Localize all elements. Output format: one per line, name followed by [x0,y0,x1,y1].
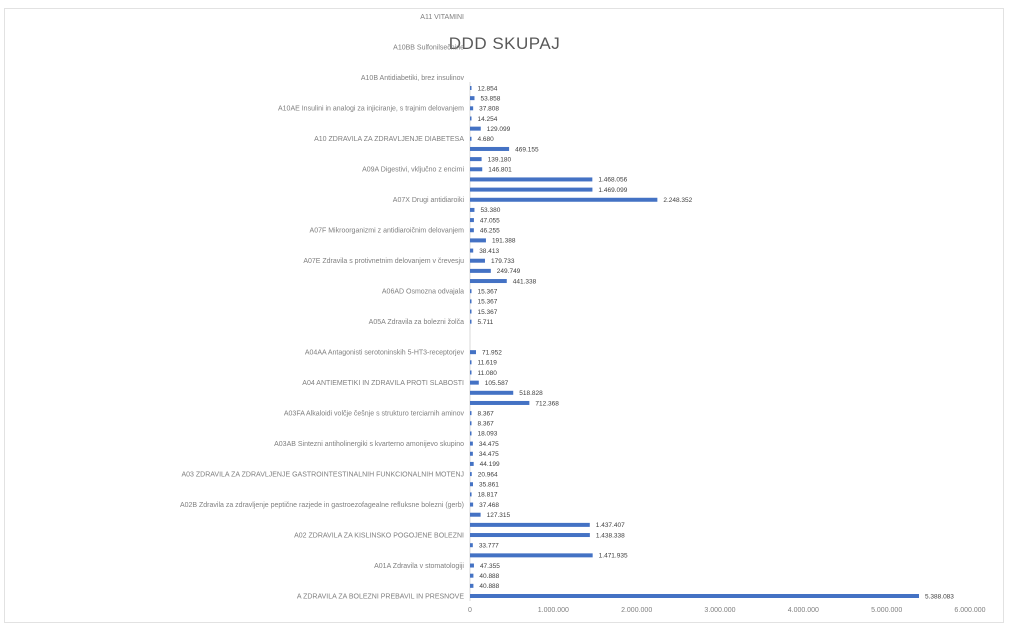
data-label: 14.254 [477,115,498,123]
bar [470,431,472,435]
bar [470,452,473,456]
category-label: A02B Zdravila za zdravljenje peptične razjede in gastroezofagealne refluksne bolezni (gerb) [179,501,464,509]
category-label: A06AD Osmozna odvajala [381,288,464,296]
bar [470,523,590,527]
bar [470,503,473,507]
data-label: 34.475 [478,440,499,448]
bar [470,574,473,578]
data-label: 249.749 [496,268,521,276]
x-tick-label: 2.000.000 [621,607,653,614]
bar [470,299,472,303]
bar [470,147,509,151]
bar [470,391,513,395]
data-label: 1.438.338 [595,532,625,540]
bar [470,543,473,547]
bar [470,177,592,181]
data-label: 71.952 [481,349,502,357]
bar [470,482,473,486]
bar [470,167,482,171]
data-label: 1.468.056 [598,176,628,184]
bar [470,289,472,293]
data-label: 47.055 [479,217,500,225]
data-label: 1.437.407 [595,522,625,530]
data-label: 5.388.083 [925,593,954,601]
bar [470,127,481,131]
data-label: 5.711 [477,318,494,326]
x-tick-label: 3.000.000 [704,607,736,614]
data-label: 34.475 [478,451,499,459]
bar [470,249,473,253]
bar [470,533,590,537]
chart-title: DDD SKUPAJ [448,34,561,53]
bar [470,442,473,446]
bar [470,188,592,192]
data-label: 33.777 [478,542,499,550]
data-label: 38.413 [479,247,500,255]
data-label: 40.888 [479,583,500,591]
data-label: 12.854 [477,85,498,93]
category-label: A ZDRAVILA ZA BOLEZNI PREBAVIL IN PRESNOVE [296,593,464,601]
bar [470,513,481,517]
bar [470,492,472,496]
bar [470,279,507,283]
x-tick-label: 6.000.000 [954,607,986,614]
data-label: 8.367 [477,410,494,418]
data-label: 37.468 [479,501,500,509]
data-label: 4.680 [477,136,494,144]
bar [470,320,472,324]
category-label: A10B Antidiabetiki, brez insulinov [360,75,464,83]
bar [470,462,474,466]
bar [470,553,593,557]
data-label: 47.355 [479,562,500,570]
bar [470,137,472,141]
data-label: 37.808 [479,105,500,113]
category-label: A03AB Sintezni antiholinergiki s kvarterno amonijevo skupino [274,440,464,448]
data-label: 15.367 [477,288,498,296]
category-label: A10AE Insulini in analogi za injiciranje, s trajnim delovanjem [278,105,464,113]
bar [470,594,919,598]
category-label: A07X Drugi antidiaroiki [392,197,464,205]
category-label: A04 ANTIEMETIKI IN ZDRAVILA PROTI SLABOSTI [302,379,464,387]
bar [470,472,472,476]
x-tick-label: 0 [468,607,472,614]
data-label: 129.099 [486,125,511,133]
bar [470,228,474,232]
category-label: A07F Mikroorganizmi z antidiaroičnim delovanjem [309,227,464,235]
data-label: 46.255 [479,227,500,235]
bar [470,360,472,364]
bar [470,157,482,161]
data-label: 1.471.935 [598,552,628,560]
data-label: 20.964 [477,471,498,479]
data-label: 15.367 [477,298,498,306]
category-label: A09A Digestivi, vključno z encimi [362,166,464,174]
bar [470,310,472,314]
data-label: 469.155 [515,146,539,154]
data-label: 191.388 [491,237,516,245]
category-label: A04AA Antagonisti serotoninskih 5-HT3-receptorjev [304,349,464,357]
category-label: A11 VITAMINI [420,14,464,22]
bar [470,116,472,120]
category-label: A03FA Alkaloidi volčje češnje s strukturo terciarnih aminov [283,410,464,418]
category-label: A10 ZDRAVILA ZA ZDRAVLJENJE DIABETESA [314,136,464,144]
bar [470,86,472,90]
bar [470,218,474,222]
data-label: 18.093 [477,430,498,438]
bar [470,401,529,405]
data-label: 53.858 [480,95,501,103]
data-label: 40.888 [479,572,500,580]
data-label: 139.180 [487,156,512,164]
data-label: 15.367 [477,308,498,316]
bar [470,411,472,415]
bar [470,381,479,385]
x-tick-label: 5.000.000 [871,607,903,614]
x-tick-label: 4.000.000 [787,607,819,614]
bar [470,238,486,242]
category-label: A01A Zdravila v stomatologiji [374,562,464,570]
data-label: 11.619 [477,359,497,367]
data-label: 105.587 [484,379,509,387]
bar [470,106,473,110]
data-label: 53.380 [480,207,501,215]
bar [470,96,474,100]
bar [470,370,472,374]
data-label: 441.338 [512,278,537,286]
bar [470,421,472,425]
category-label: A07E Zdravila s protivnetnim delovanjem v črevesju [303,258,464,266]
data-label: 518.828 [519,390,543,398]
category-label: A05A Zdravila za bolezni žolča [368,318,464,326]
bar [470,564,474,568]
category-label: A10BB Sulfonilsečnine [393,44,464,52]
data-label: 712.368 [535,400,559,408]
data-label: 2.248.352 [663,197,693,205]
bar [470,259,485,263]
category-label: A02 ZDRAVILA ZA KISLINSKO POGOJENE BOLEZNI [294,532,464,540]
bar [470,208,474,212]
data-label: 35.861 [478,481,499,489]
bar [470,350,476,354]
data-label: 8.367 [477,420,494,428]
data-label: 18.817 [477,491,498,499]
bar [470,584,473,588]
category-label: A03 ZDRAVILA ZA ZDRAVLJENJE GASTROINTESTINALNIH FUNKCIONALNIH MOTENJ [181,471,464,479]
data-label: 44.199 [479,461,500,469]
bar [470,269,491,273]
x-tick-label: 1.000.000 [537,607,569,614]
data-label: 179.733 [490,258,515,266]
bar [470,198,657,202]
data-label: 1.469.099 [598,186,628,194]
data-label: 146.801 [488,166,512,174]
data-label: 127.315 [486,512,511,520]
data-label: 11.080 [477,369,497,377]
